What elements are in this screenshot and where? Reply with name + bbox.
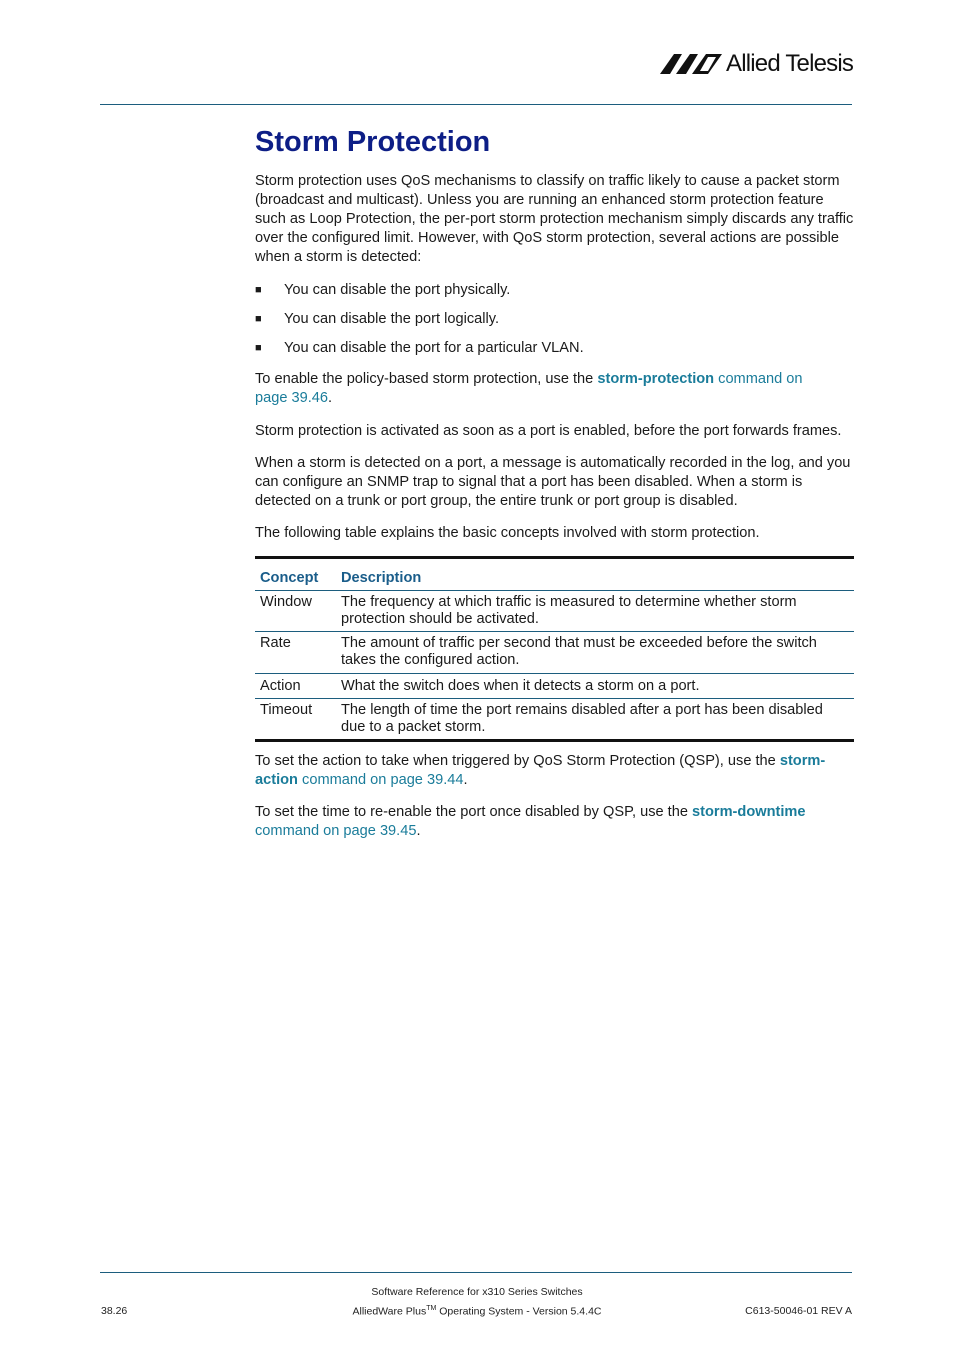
table-intro-paragraph: The following table explains the basic concepts involved with storm protection. bbox=[255, 525, 760, 541]
allied-telesis-logo bbox=[660, 50, 855, 80]
detected-paragraph: When a storm is detected on a port, a message is automatically recorded in the log, and you can configure an SNMP trap to signal that a port has been disabled. When a storm is detected on a trunk or port group, the entire trunk or port group is disabled. bbox=[255, 455, 851, 509]
concept-cell: Timeout bbox=[260, 702, 313, 718]
header-rule bbox=[100, 104, 852, 105]
description-cell: What the switch does when it detects a storm on a port. bbox=[341, 678, 700, 694]
enable-period: . bbox=[328, 390, 333, 406]
concept-cell: Window bbox=[260, 594, 312, 610]
activated-paragraph: Storm protection is activated as soon as a port is enabled, before the port forwards frames. bbox=[255, 423, 842, 439]
description-cell: The length of time the port remains disabled after a port has been disabled due to a packet storm. bbox=[341, 702, 823, 735]
downtime-period: . bbox=[416, 823, 421, 839]
table-row bbox=[255, 590, 854, 631]
table-row bbox=[255, 673, 854, 698]
bullet-marker: ■ bbox=[255, 342, 262, 354]
bullet-text: You can disable the port logically. bbox=[284, 311, 499, 327]
logo-text: Allied Telesis bbox=[726, 50, 854, 77]
enable-text: To enable the policy-based storm protection, use the bbox=[255, 371, 598, 387]
action-text: To set the action to take when triggered by QoS Storm Protection (QSP), use the bbox=[255, 753, 780, 769]
intro-paragraph: Storm protection uses QoS mechanisms to classify on traffic likely to cause a packet storm (broadcast and multicast). Unless you are running an enhanced storm protection feature such as Loop Protection, the per-port storm protection mechanism simply discards any traffic over the configured limit. However, with QoS storm protection, several actions are possible when a storm is detected: bbox=[255, 173, 854, 265]
downtime-text: To set the time to re-enable the port once disabled by QSP, use the bbox=[255, 804, 692, 820]
footer-version: Operating System - Version 5.4.4C bbox=[436, 1305, 602, 1318]
table-row bbox=[255, 631, 854, 673]
footer-trademark: TM bbox=[426, 1305, 437, 1312]
footer-os-name: AlliedWare Plus bbox=[352, 1305, 427, 1318]
footer-doc-title: Software Reference for x310 Series Switches bbox=[371, 1286, 583, 1298]
allied-telesis-logo-icon bbox=[660, 52, 724, 76]
storm-protection-page-link[interactable]: command on page 39.46 bbox=[255, 371, 803, 406]
bullet-marker: ■ bbox=[255, 284, 262, 296]
description-cell: The amount of traffic per second that must be exceeded before the switch takes the configured action. bbox=[341, 635, 817, 668]
action-paragraph bbox=[255, 752, 840, 790]
header-concept: Concept bbox=[260, 570, 319, 586]
bullet-text: You can disable the port physically. bbox=[284, 282, 511, 298]
storm-action-command-link[interactable]: storm-action bbox=[255, 753, 826, 788]
table-header-row bbox=[255, 559, 854, 590]
concepts-table bbox=[255, 556, 854, 742]
bullet-marker: ■ bbox=[255, 313, 262, 325]
table-bottom-rule bbox=[255, 739, 854, 742]
concept-cell: Rate bbox=[260, 635, 291, 651]
enable-paragraph bbox=[255, 370, 835, 408]
downtime-paragraph bbox=[255, 803, 835, 841]
page-title: Storm Protection bbox=[255, 126, 491, 158]
storm-protection-command-link[interactable]: storm-protection bbox=[597, 371, 715, 387]
concept-cell: Action bbox=[260, 678, 301, 694]
footer-doc-id: C613-50046-01 REV A bbox=[745, 1305, 852, 1317]
header-description: Description bbox=[341, 570, 422, 586]
storm-downtime-command-link[interactable]: storm-downtime bbox=[692, 804, 806, 820]
footer-page-number: 38.26 bbox=[101, 1305, 128, 1317]
action-period: . bbox=[463, 772, 468, 788]
storm-downtime-page-link[interactable]: command on page 39.45 bbox=[255, 823, 417, 839]
description-cell: The frequency at which traffic is measured to determine whether storm protection should be activated. bbox=[341, 594, 797, 627]
bullet-text: You can disable the port for a particular VLAN. bbox=[284, 340, 584, 356]
storm-action-page-link[interactable]: command on page 39.44 bbox=[297, 772, 464, 788]
footer-rule bbox=[100, 1272, 852, 1273]
table-row bbox=[255, 698, 854, 739]
